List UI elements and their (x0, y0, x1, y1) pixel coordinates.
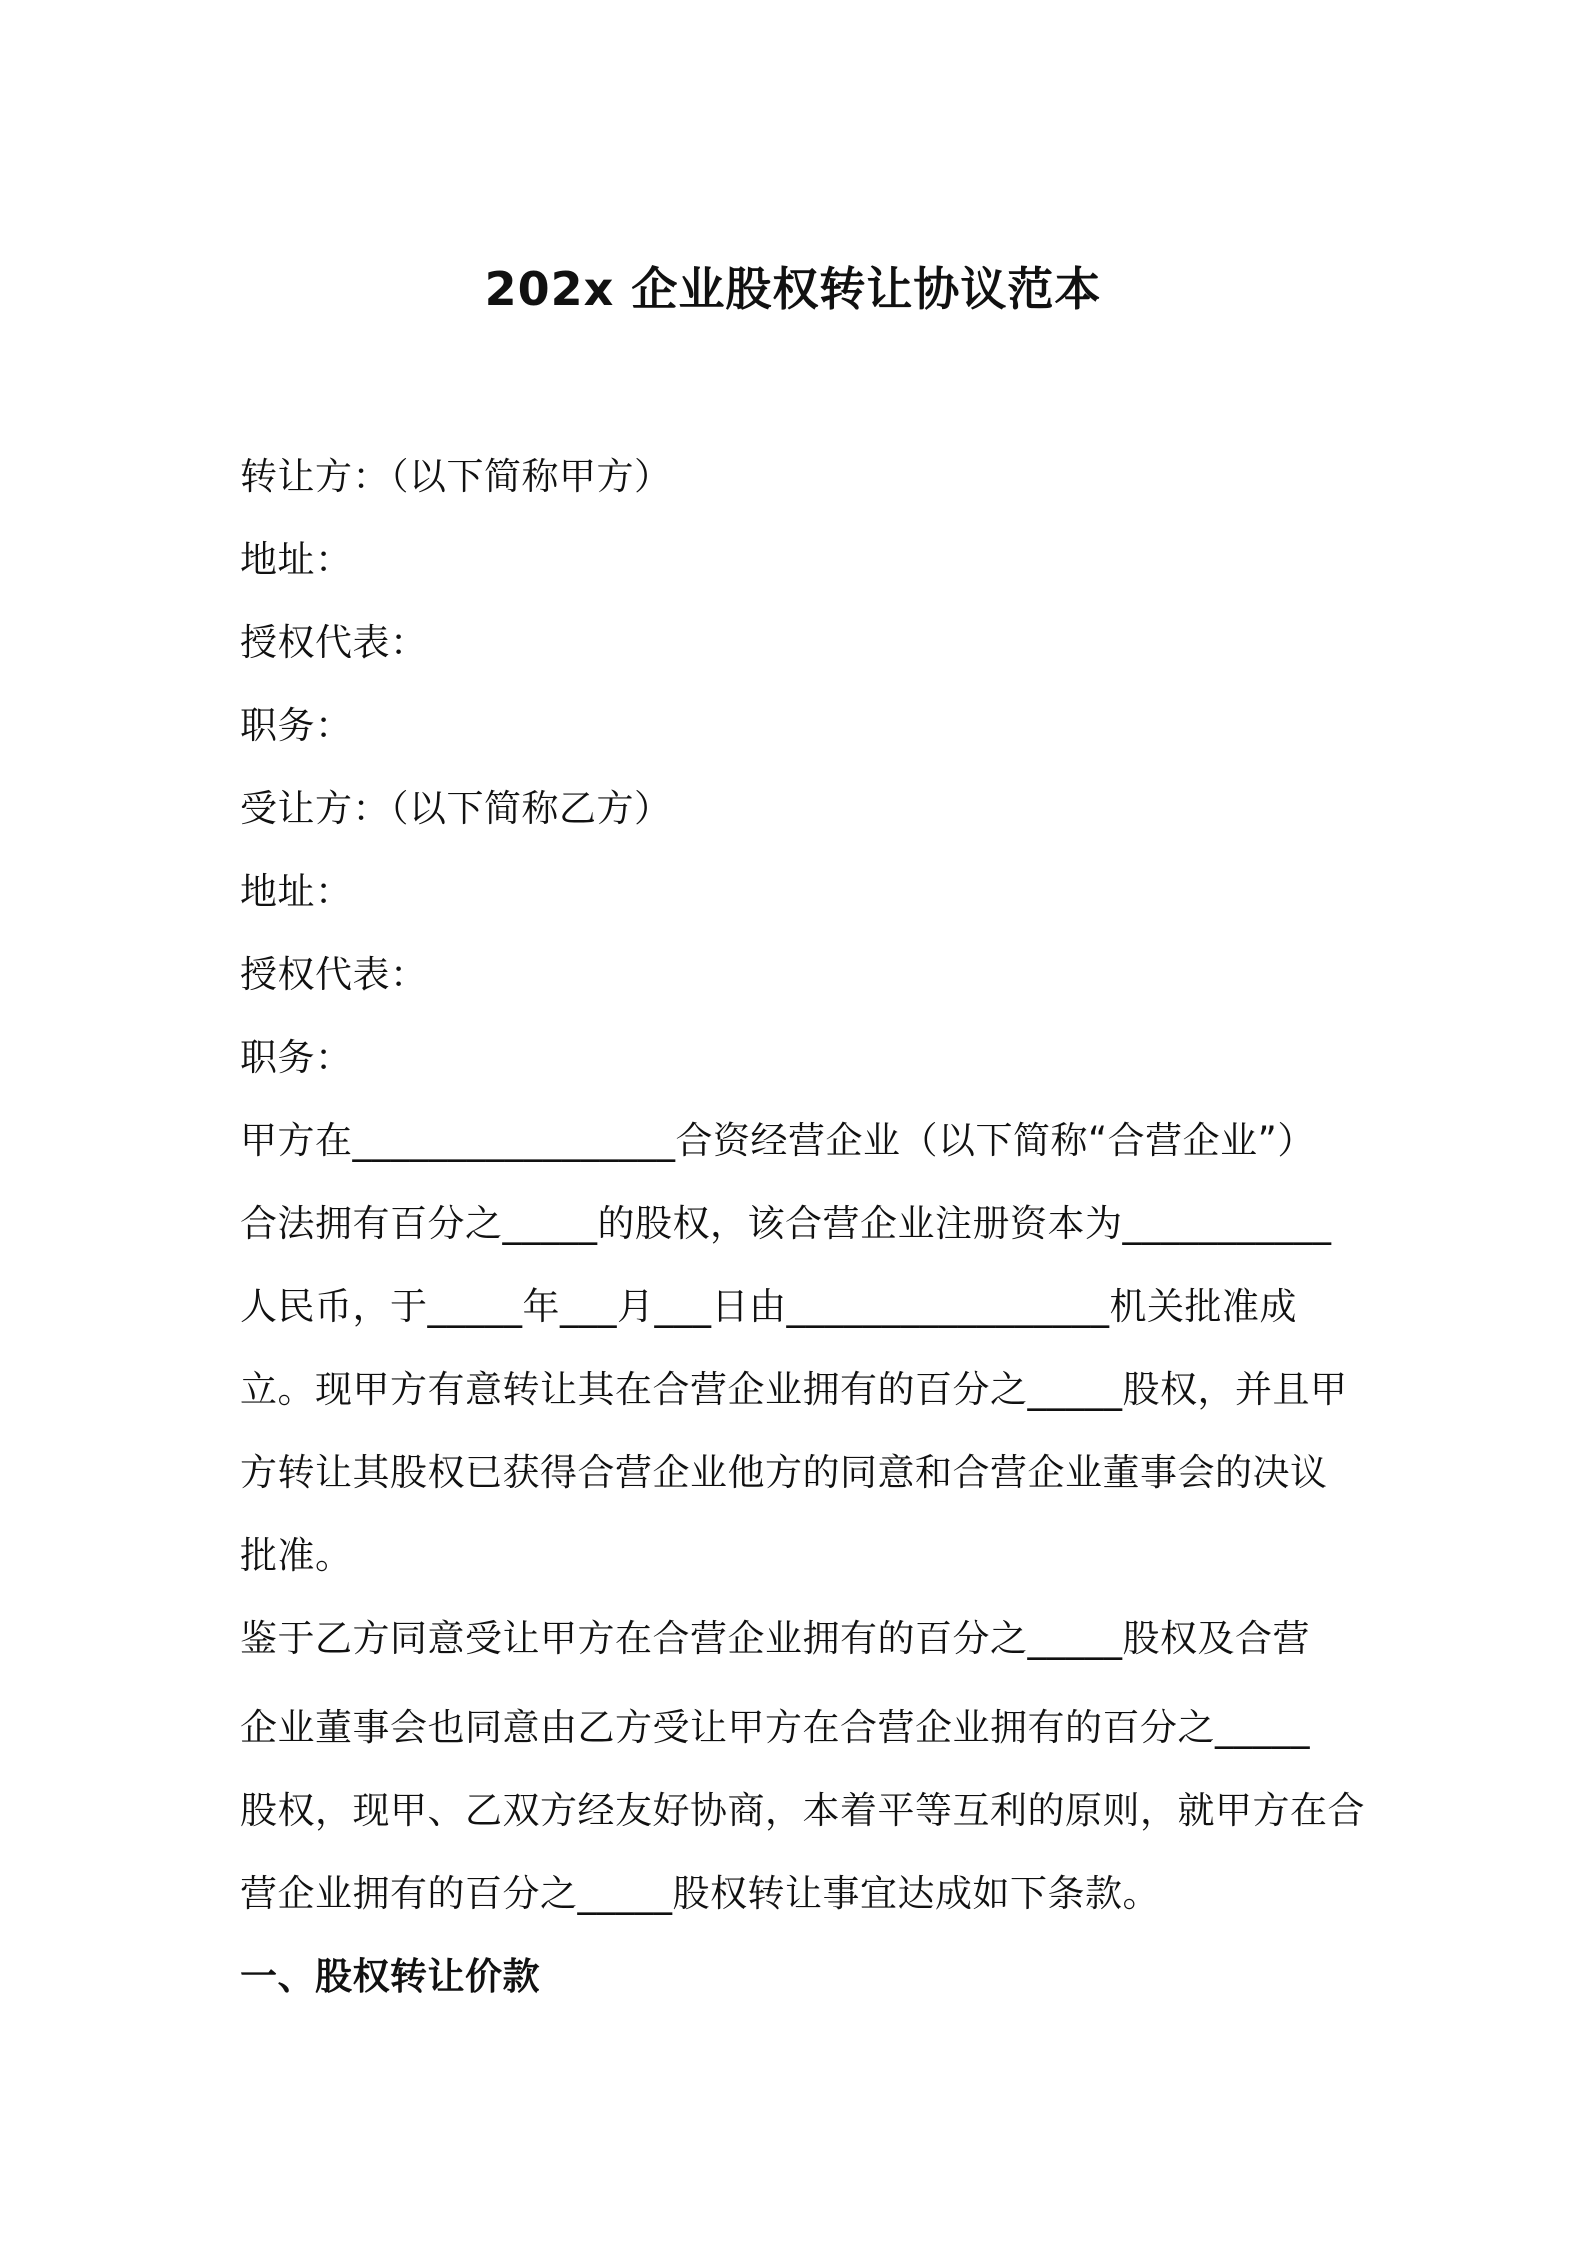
paragraph2-line: 鉴于乙方同意受让甲方在合营企业拥有的百分之_____股权及合营 (240, 1617, 1310, 1660)
paragraph1-line: 人民币，于_____年___月___日由_________________机关批准成 (240, 1285, 1297, 1328)
transferor-position-line: 职务： (240, 704, 353, 747)
paragraph1-line: 合法拥有百分之_____的股权，该合营企业注册资本为___________ (240, 1202, 1332, 1245)
transferee-name-line: 受让方：（以下简称乙方） (240, 787, 672, 830)
paragraph2-line: 企业董事会也同意由乙方受让甲方在合营企业拥有的百分之_____ (240, 1706, 1310, 1749)
paragraph1-line: 方转让其股权已获得合营企业他方的同意和合营企业董事会的决议 (240, 1451, 1328, 1494)
section1-heading: 一、股权转让价款 (240, 1955, 540, 1998)
transferor-name-line: 转让方：（以下简称甲方） (240, 455, 672, 498)
transferee-address-line: 地址： (240, 870, 353, 913)
paragraph2-line: 营企业拥有的百分之_____股权转让事宜达成如下条款。 (240, 1872, 1160, 1915)
paragraph2-line: 股权，现甲、乙双方经友好协商，本着平等互利的原则，就甲方在合 (240, 1789, 1365, 1832)
transferor-representative-line: 授权代表： (240, 621, 428, 664)
paragraph1-line: 甲方在_________________合资经营企业（以下简称“合营企业”） (240, 1119, 1315, 1162)
transferor-address-line: 地址： (240, 538, 353, 581)
transferee-representative-line: 授权代表： (240, 953, 428, 996)
transferee-position-line: 职务： (240, 1036, 353, 1079)
document-title: 202x 企业股权转让协议范本 (484, 262, 1102, 316)
paragraph1-line: 立。现甲方有意转让其在合营企业拥有的百分之_____股权，并且甲 (240, 1368, 1348, 1411)
paragraph1-line: 批准。 (240, 1534, 353, 1577)
